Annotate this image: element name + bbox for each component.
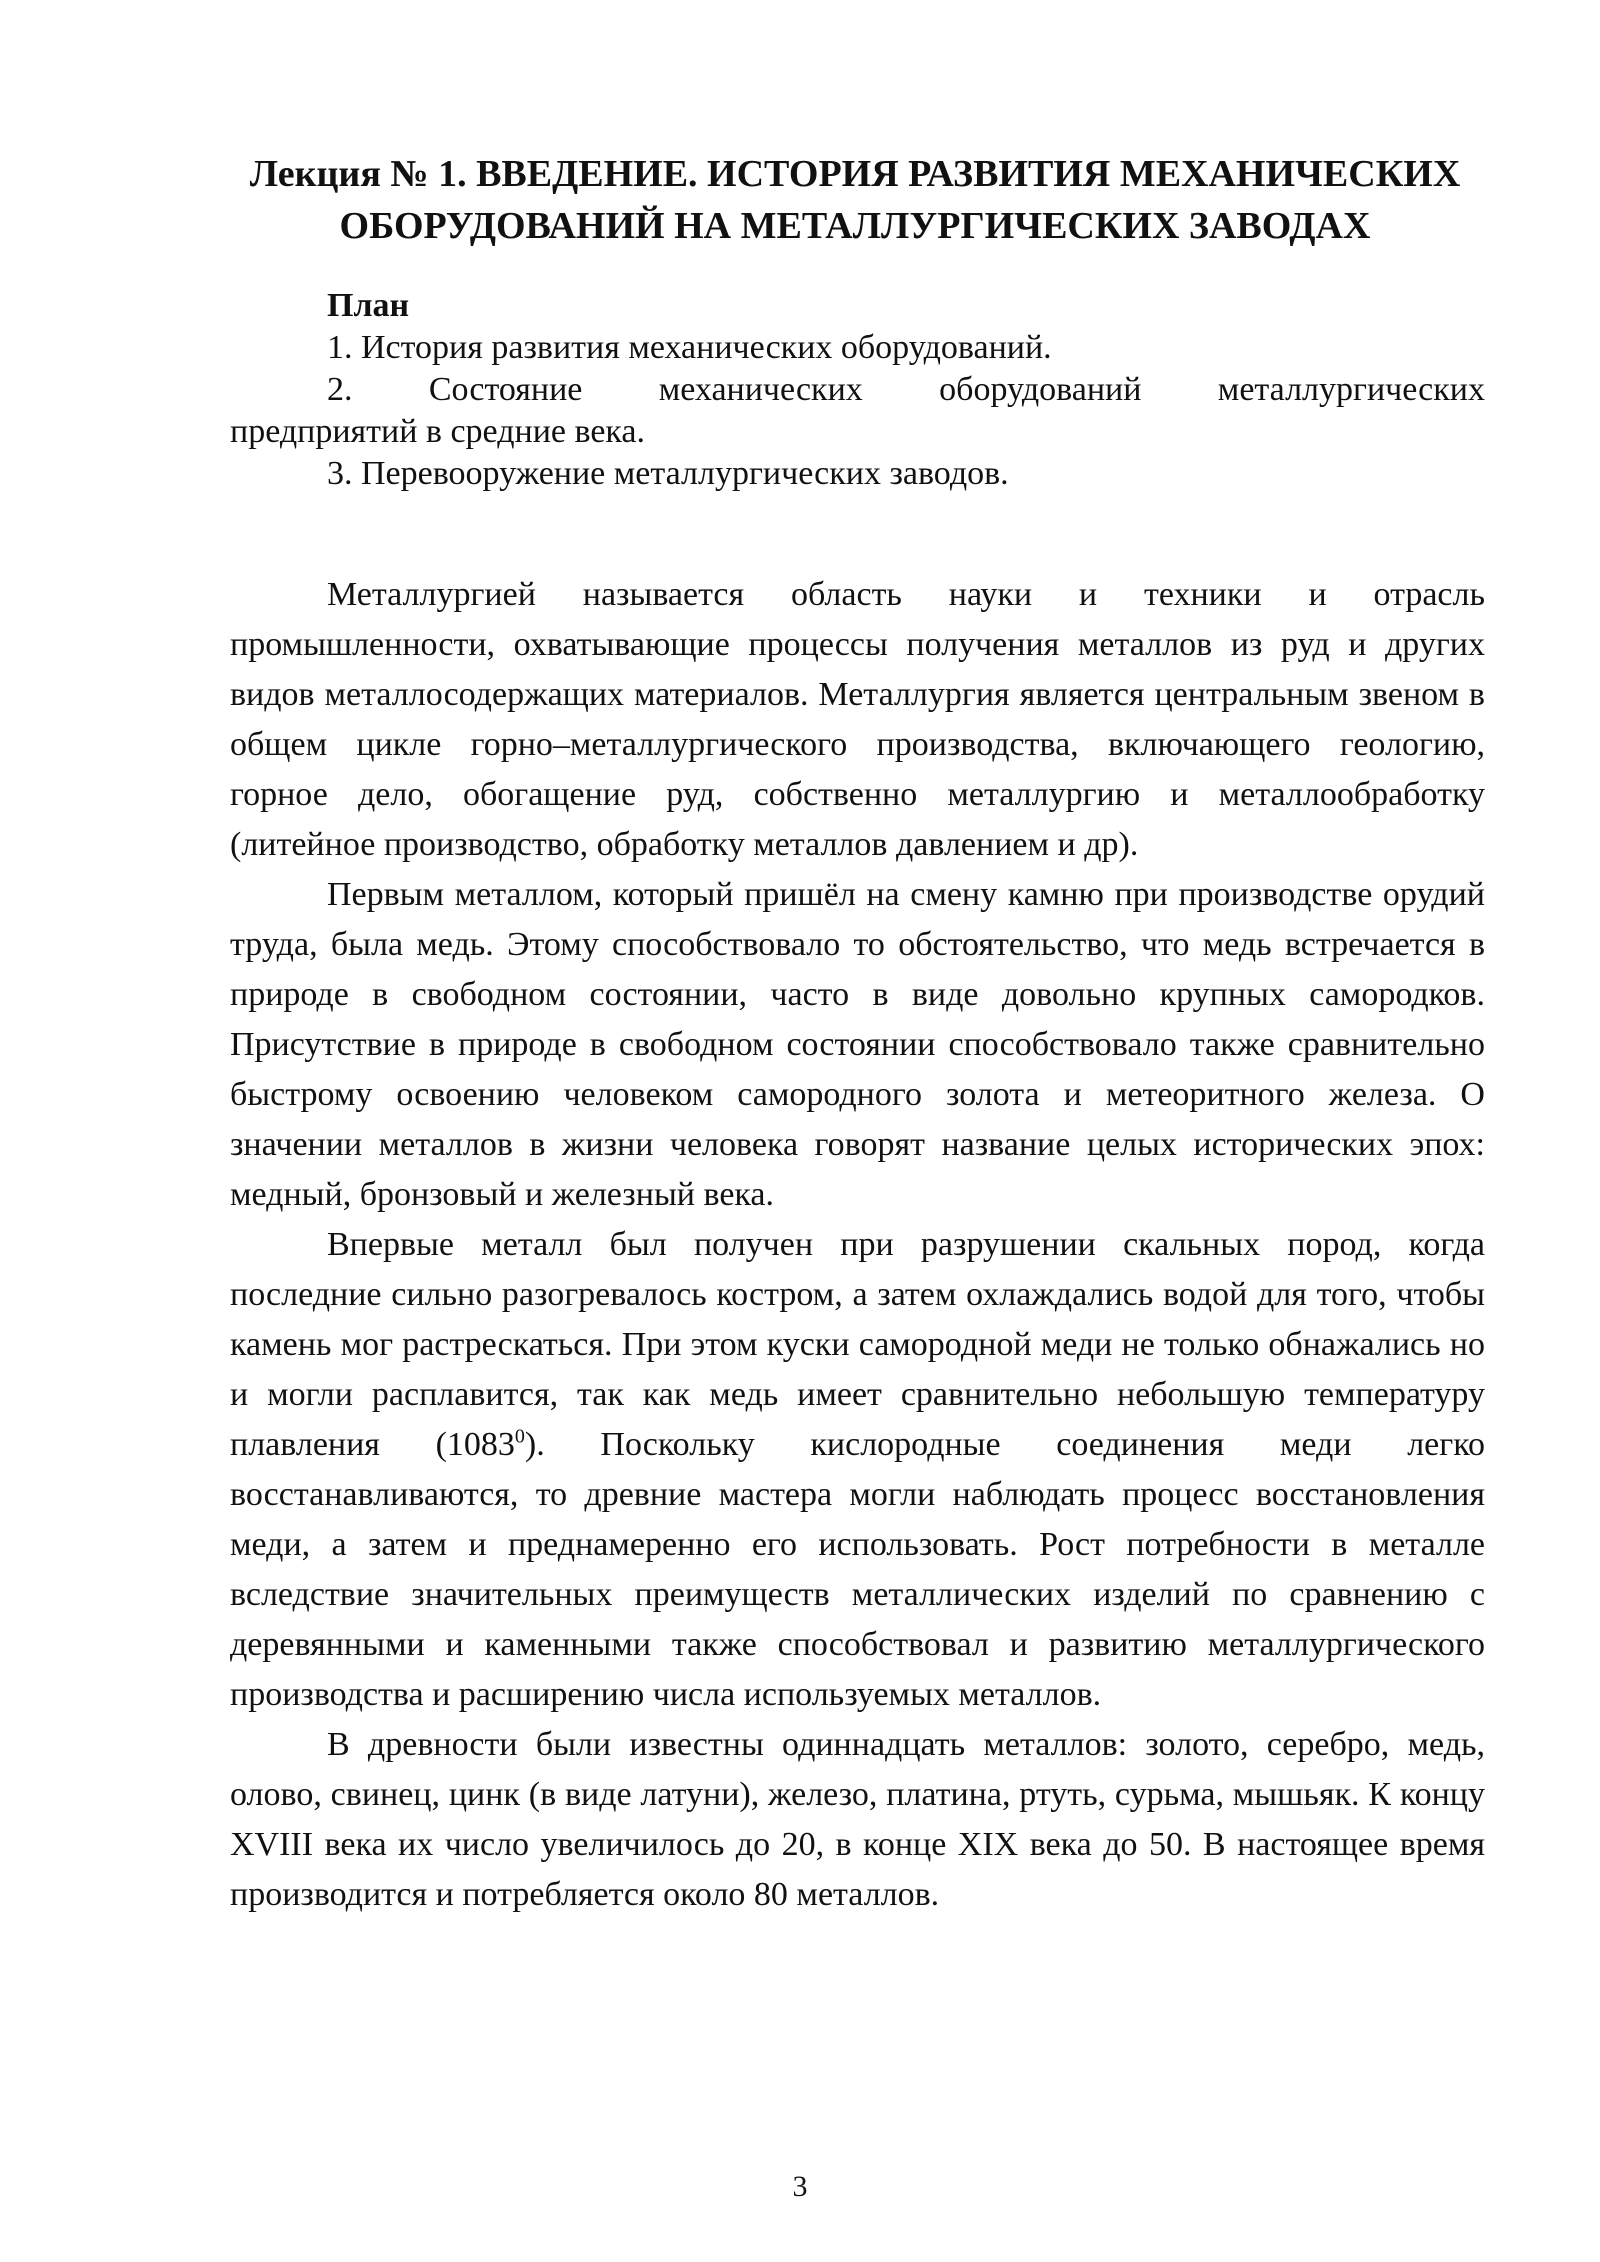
- plan-item-2-continuation: предприятий в средние века.: [230, 413, 646, 450]
- plan-heading: План: [327, 287, 410, 324]
- paragraph-1: Металлургией называется область науки и техники и отрасль промышленности, охватывающие процессы получения металлов из руд и других видов металлосодержащих материалов. Металлургия является центральным звеном в общем цикле горно–металлургического производства, включающего геологию, горное дело, обогащение руд, собственно металлургию и металлообработку (литейное производство, обработку металлов давлением и др).: [230, 576, 1485, 863]
- paragraph-4: В древности были известны одиннадцать металлов: золото, серебро, медь, олово, свинец, цинк (в виде латуни), железо, платина, ртуть, сурьма, мышьяк. К концу XVIII века их число увеличилось до 20, в конце XIX века до 50. В настоящее время производится и потребляется около 80 металлов.: [230, 1726, 1485, 1913]
- lecture-title: [230, 148, 1480, 252]
- paragraph-3: [230, 1220, 1485, 1720]
- plan-item-2: 2. Состояние механических оборудований металлургических: [327, 371, 1485, 408]
- degree-superscript: 0: [514, 1425, 525, 1448]
- plan-item-3: 3. Перевооружение металлургических заводов.: [327, 455, 1009, 492]
- paragraph-3-text-a: Впервые металл был получен при разрушении скальных пород, когда последние сильно разогревалось костром, а затем охлаждались водой для того, чтобы камень мог растрескаться. При этом куски самородной меди не только обнажались но и могли расплавится, так как медь имеет сравнительно небольшую температуру плавления (1083: [230, 1226, 1485, 1463]
- title-line-1: Лекция № 1. ВВЕДЕНИЕ. ИСТОРИЯ РАЗВИТИЯ МЕХАНИЧЕСКИХ: [249, 153, 1461, 195]
- plan-item-1: 1. История развития механических оборудований.: [327, 329, 1052, 366]
- page-number: 3: [792, 2170, 808, 2203]
- title-line-2: ОБОРУДОВАНИЙ НА МЕТАЛЛУРГИЧЕСКИХ ЗАВОДАХ: [339, 205, 1371, 247]
- plan-section: [230, 285, 1485, 495]
- body-text: [230, 570, 1485, 1920]
- paragraph-3-text-b: ). Поскольку кислородные соединения меди легко восстанавливаются, то древние мастера могли наблюдать процесс восстановления меди, а затем и преднамеренно его использовать. Рост потребности в металле вследствие значительных преимуществ металлических изделий по сравнению с деревянными и каменными также способствовал и развитию металлургического производства и расширению числа используемых металлов.: [230, 1426, 1485, 1713]
- paragraph-2: Первым металлом, который пришёл на смену камню при производстве орудий труда, была медь. Этому способствовало то обстоятельство, что медь встречается в природе в свободном состоянии, часто в виде довольно крупных самородков. Присутствие в природе в свободном состоянии способствовало также сравнительно быстрому освоению человеком самородного золота и метеоритного железа. О значении металлов в жизни человека говорят название целых исторических эпох: медный, бронзовый и железный века.: [230, 876, 1485, 1213]
